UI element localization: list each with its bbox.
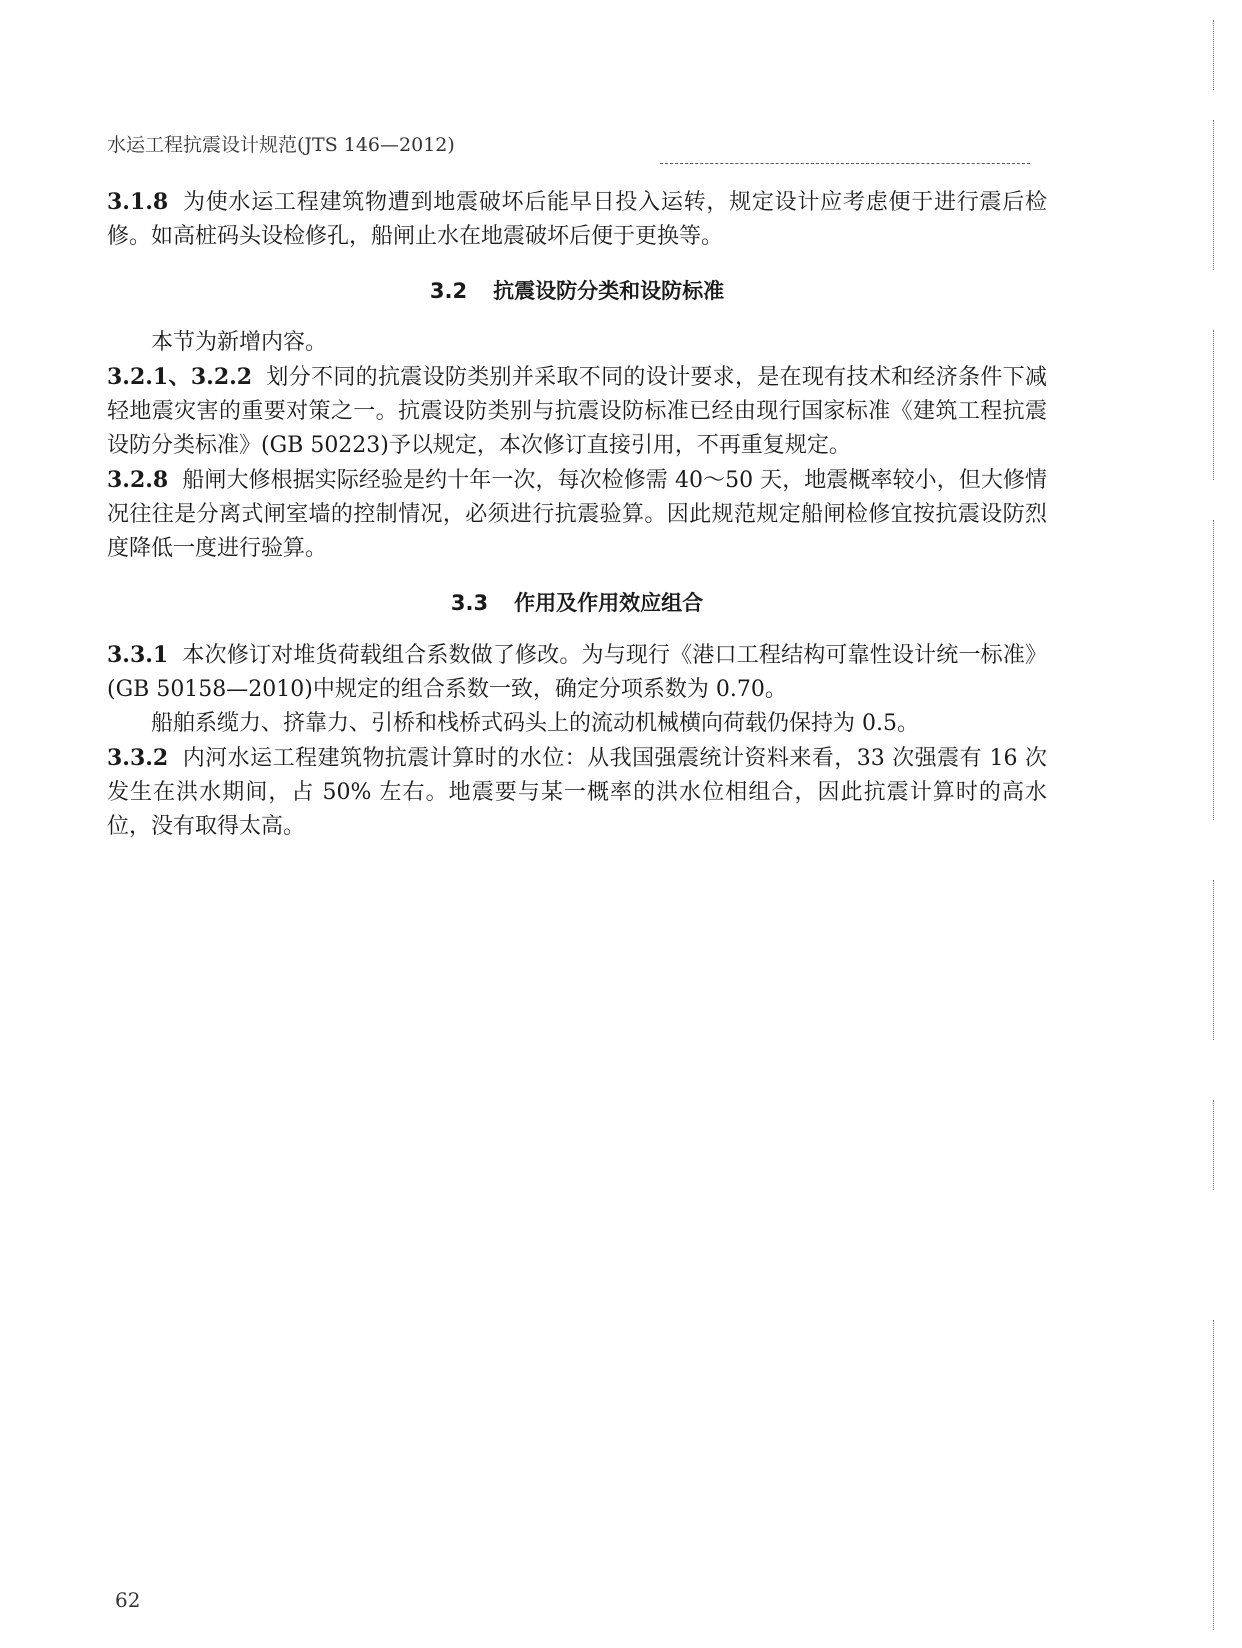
section-title: 抗震设防分类和设防标准 [493, 279, 725, 303]
clause-text: 船闸大修根据实际经验是约十年一次，每次检修需 40～50 天，地震概率较小，但大修情况往往是分离式闸室墙的控制情况，必须进行抗震验算。因此规范规定船闸检修宜按抗震设防烈度降低一度进行验算。 [107, 468, 1047, 561]
scan-margin-mark [1213, 120, 1214, 270]
clause-text: 内河水运工程建筑物抗震计算时的水位：从我国强震统计资料来看，33 次强震有 16 次发生在洪水期间，占 50% 左右。地震要与某一概率的洪水位相组合，因此抗震计算时的高水位，没有取得太高。 [107, 746, 1047, 839]
clause-3-2-8 [107, 463, 1047, 566]
clause-3-3-2 [107, 741, 1047, 844]
page-number: 62 [115, 1588, 141, 1612]
clause-number: 3.3.2 [107, 745, 169, 771]
scan-margin-mark [1213, 1320, 1214, 1630]
scan-margin-mark [1213, 1100, 1214, 1190]
header-rule [660, 163, 1030, 164]
section-heading-3-2 [107, 274, 1047, 308]
clause-text: 本次修订对堆货荷载组合系数做了修改。为与现行《港口工程结构可靠性设计统一标准》(GB 50158—2010)中规定的组合系数一致，确定分项系数为 0.70。 [107, 643, 1047, 702]
clause-3-3-1 [107, 638, 1047, 707]
clause-3-3-1-continued: 船舶系缆力、挤靠力、引桥和栈桥式码头上的流动机械横向荷载仍保持为 0.5。 [151, 711, 919, 736]
clause-number: 3.3.1 [107, 642, 169, 668]
clause-number: 3.1.8 [107, 189, 169, 215]
section-heading-3-3 [107, 586, 1047, 620]
clause-number: 3.2.1、3.2.2 [107, 364, 253, 390]
clause-text: 划分不同的抗震设防类别并采取不同的设计要求，是在现有技术和经济条件下减轻地震灾害的重要对策之一。抗震设防类别与抗震设防标准已经由现行国家标准《建筑工程抗震设防分类标准》(GB 50223)予以规定，本次修订直接引用，不再重复规定。 [107, 365, 1047, 458]
scan-margin-mark [1213, 20, 1214, 90]
section-intro: 本节为新增内容。 [151, 330, 328, 355]
scan-margin-mark [1213, 520, 1214, 820]
scan-margin-mark [1213, 330, 1214, 480]
clause-text: 为使水运工程建筑物遭到地震破坏后能早日投入运转，规定设计应考虑便于进行震后检修。如高桩码头设检修孔，船闸止水在地震破坏后便于更换等。 [107, 190, 1047, 249]
scan-margin-mark [1213, 880, 1214, 1040]
page-content [107, 185, 1047, 844]
clause-number: 3.2.8 [107, 467, 169, 493]
clause-3-1-8 [107, 185, 1047, 254]
section-title: 作用及作用效应组合 [514, 591, 704, 615]
running-header: 水运工程抗震设计规范(JTS 146—2012) [107, 134, 455, 156]
clause-3-2-1 [107, 360, 1047, 463]
section-number: 3.2 [429, 279, 468, 303]
section-number: 3.3 [450, 591, 489, 615]
